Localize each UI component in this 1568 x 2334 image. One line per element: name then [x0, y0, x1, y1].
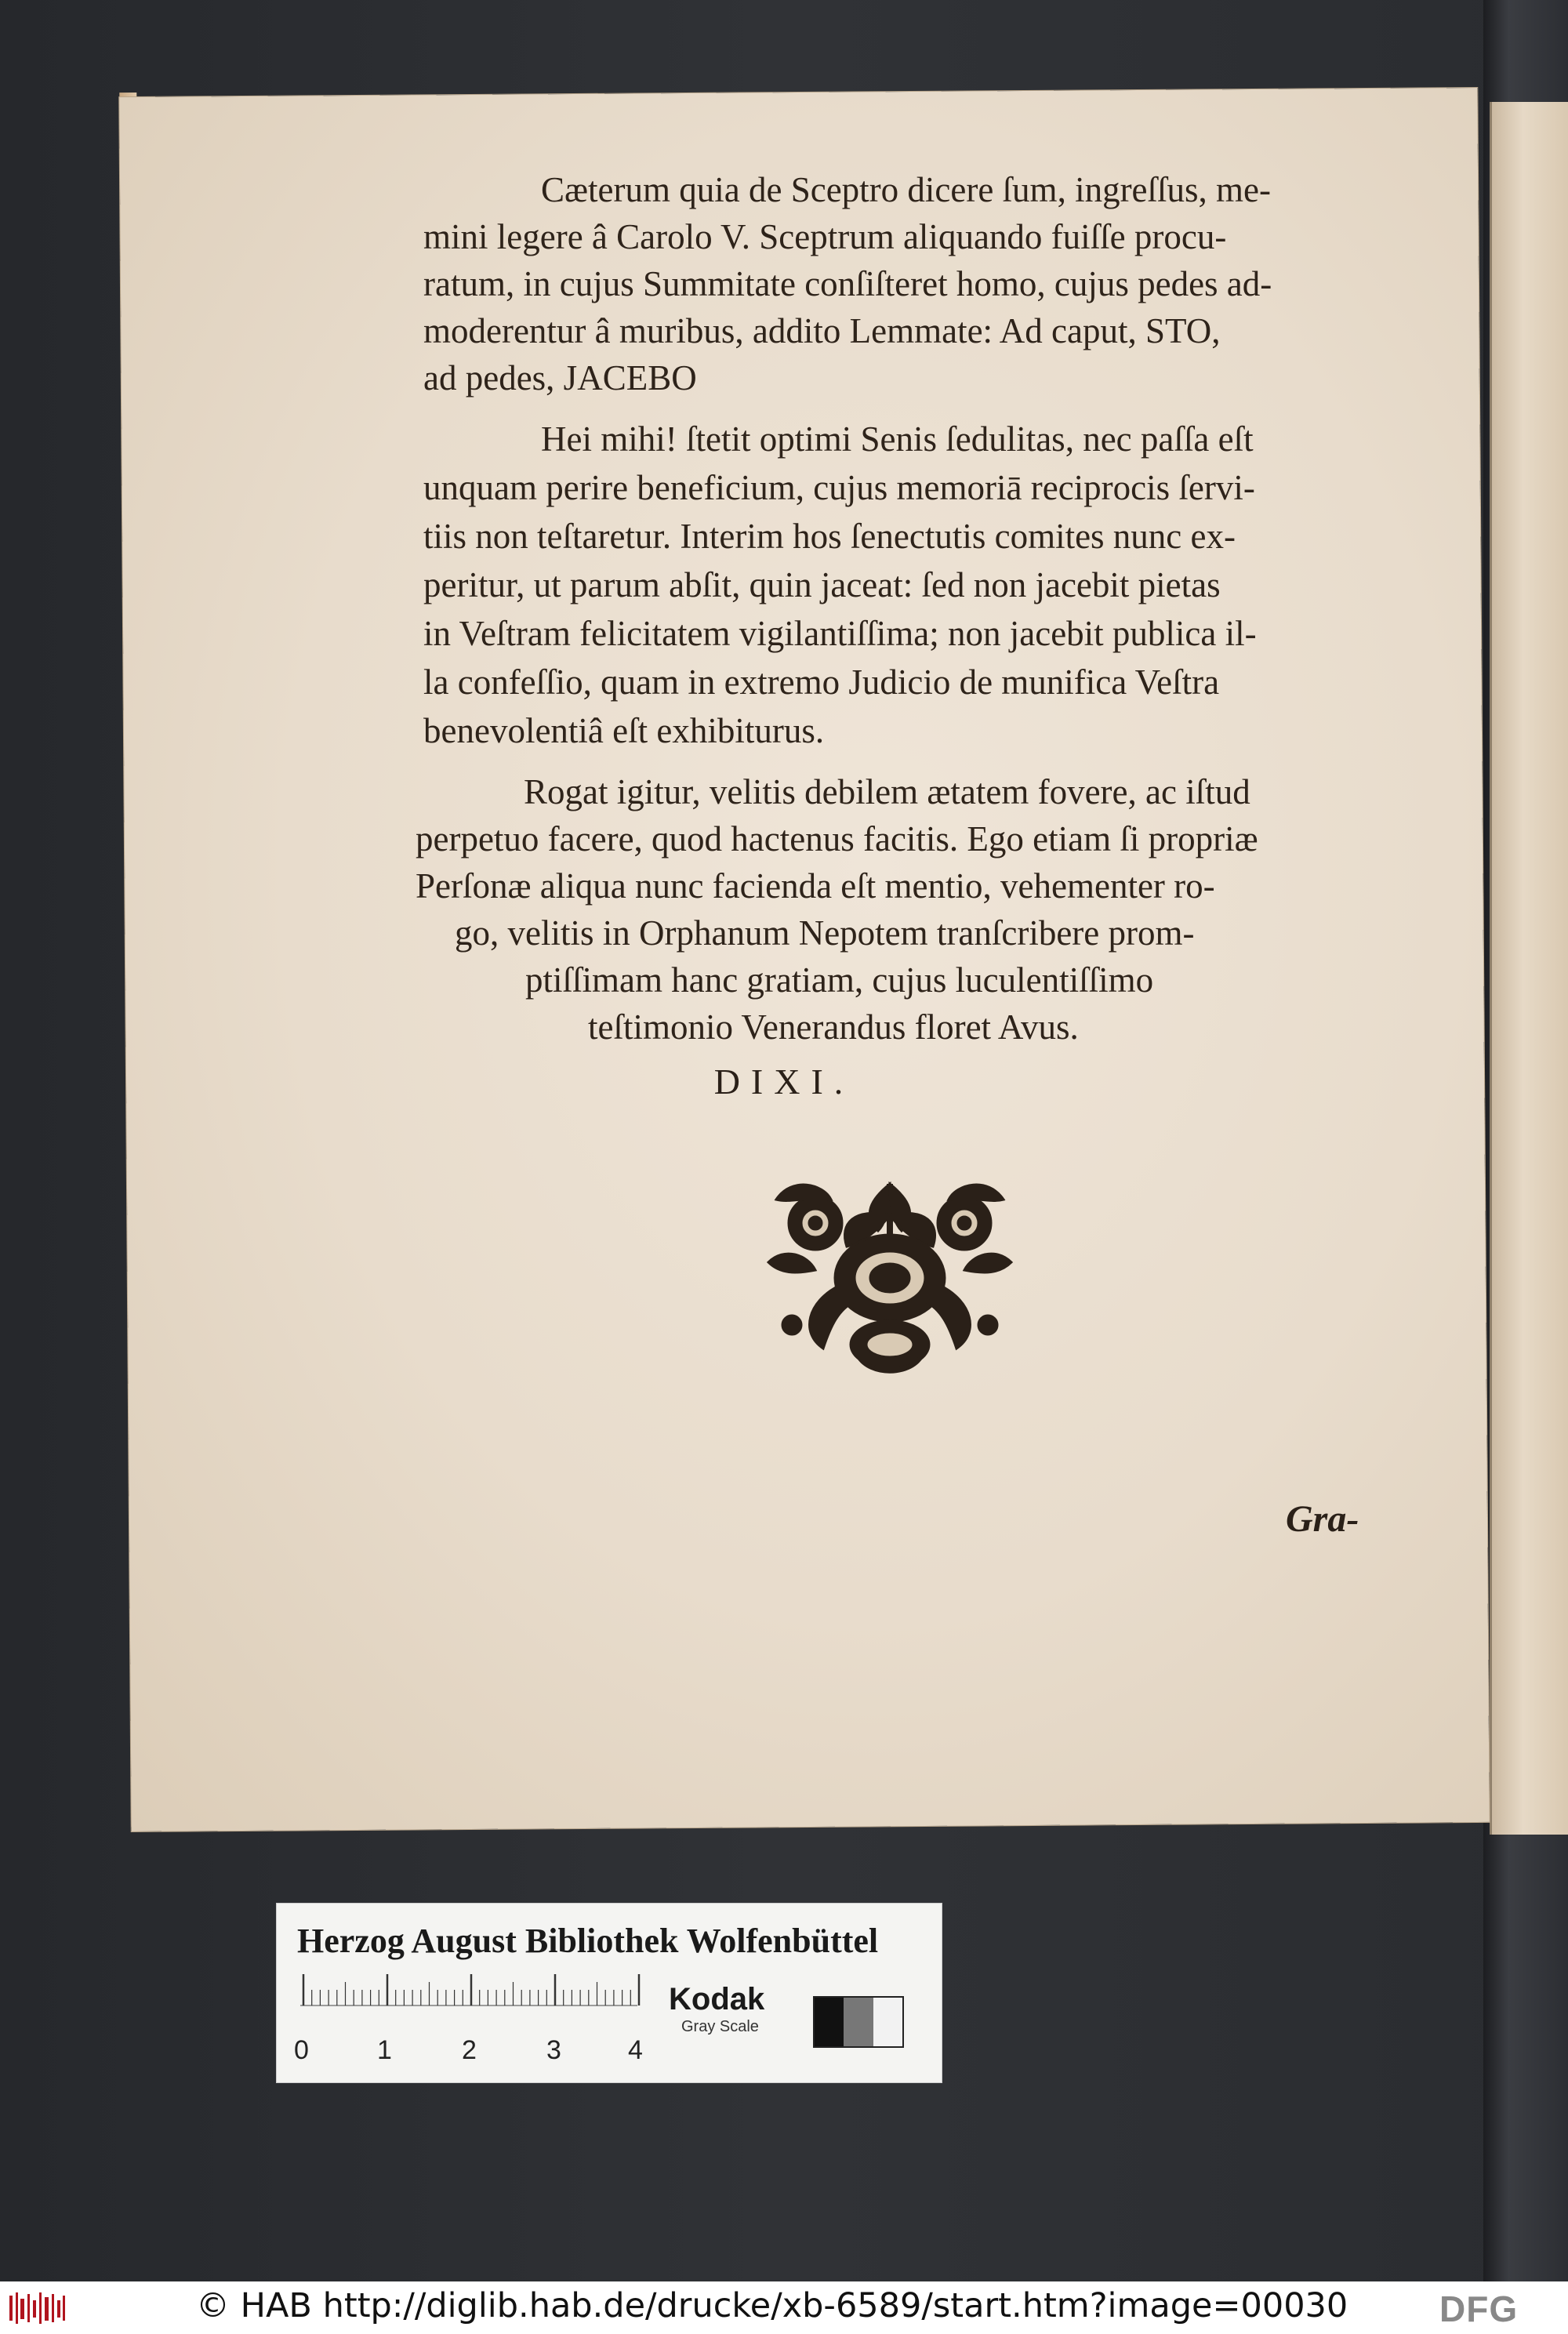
- ruler-number: 0: [294, 2035, 309, 2065]
- swatch-black: [815, 1998, 844, 2046]
- text-line: Rogat igitur, velitis debilem ætatem fovere, ac iſtud: [524, 772, 1250, 811]
- text-line: Cæterum quia de Sceptro dicere ſum, ingreſſus, me-: [541, 170, 1272, 209]
- text-line: perpetuo facere, quod hactenus facitis. Ego etiam ſi propriæ: [416, 819, 1258, 858]
- text-line: go, velitis in Orphanum Nepotem tranſcribere prom-: [455, 913, 1195, 953]
- text-line: teſtimonio Venerandus floret Avus.: [588, 1007, 1079, 1047]
- ruler-number: 4: [628, 2035, 643, 2065]
- gray-scale-caption: Gray Scale: [681, 2018, 759, 2035]
- swatch-gray: [844, 1998, 873, 2046]
- text-line: in Veſtram felicitatem vigilantiſſima; non jacebit publica il-: [423, 614, 1257, 653]
- swatch-white: [873, 1998, 902, 2046]
- text-line: Perſonæ aliqua nunc facienda eſt mentio, vehementer ro-: [416, 866, 1215, 906]
- footer-bar: [0, 2281, 1568, 2334]
- closing-word: DIXI.: [713, 1062, 855, 1102]
- text-line: benevolentiâ eſt exhibiturus.: [423, 711, 825, 750]
- text-line: ratum, in cujus Summitate conſiſteret homo, cujus pedes ad-: [423, 264, 1272, 303]
- hab-barcode-logo-icon: [9, 2291, 66, 2325]
- ruler-number: 2: [462, 2035, 477, 2065]
- adjacent-page-edge: [1490, 102, 1568, 1835]
- kodak-brand: Kodak: [669, 1982, 765, 2016]
- ruler-number: 1: [377, 2035, 392, 2065]
- gray-scale-swatch: [813, 1996, 904, 2048]
- library-name: Herzog August Bibliothek Wolfenbüttel: [297, 1922, 879, 1960]
- text-line: la confeſſio, quam in extremo Judicio de munifica Veſtra: [423, 662, 1220, 702]
- text-line: ad pedes, JACEBO: [423, 358, 697, 397]
- ruler-scale: [300, 1974, 677, 2029]
- text-line: tiis non teſtaretur. Interim hos ſenectutis comites nunc ex-: [423, 517, 1236, 556]
- copyright-url[interactable]: © HAB http://diglib.hab.de/drucke/xb-6589/start.htm?image=00030: [196, 2286, 1348, 2325]
- text-line: moderentur â muribus, addito Lemmate: Ad caput, STO,: [423, 311, 1221, 350]
- text-line: Hei mihi! ſtetit optimi Senis ſedulitas, nec paſſa eſt: [541, 419, 1254, 459]
- catchword: Gra-: [1286, 1498, 1359, 1540]
- dfg-logo: DFG: [1439, 2289, 1519, 2329]
- ruler-number: 3: [546, 2035, 561, 2065]
- library-scale-card: [276, 1903, 942, 2083]
- floral-ornament-icon: [760, 1168, 1019, 1380]
- text-line: unquam perire beneficium, cujus memoriā reciprocis ſervi-: [423, 468, 1255, 507]
- text-line: mini legere â Carolo V. Sceptrum aliquando fuiſſe procu-: [423, 217, 1227, 256]
- text-line: peritur, ut parum abſit, quin jaceat: ſed non jacebit pietas: [423, 565, 1221, 604]
- text-line: ptiſſimam hanc gratiam, cujus luculentiſſimo: [525, 960, 1154, 1000]
